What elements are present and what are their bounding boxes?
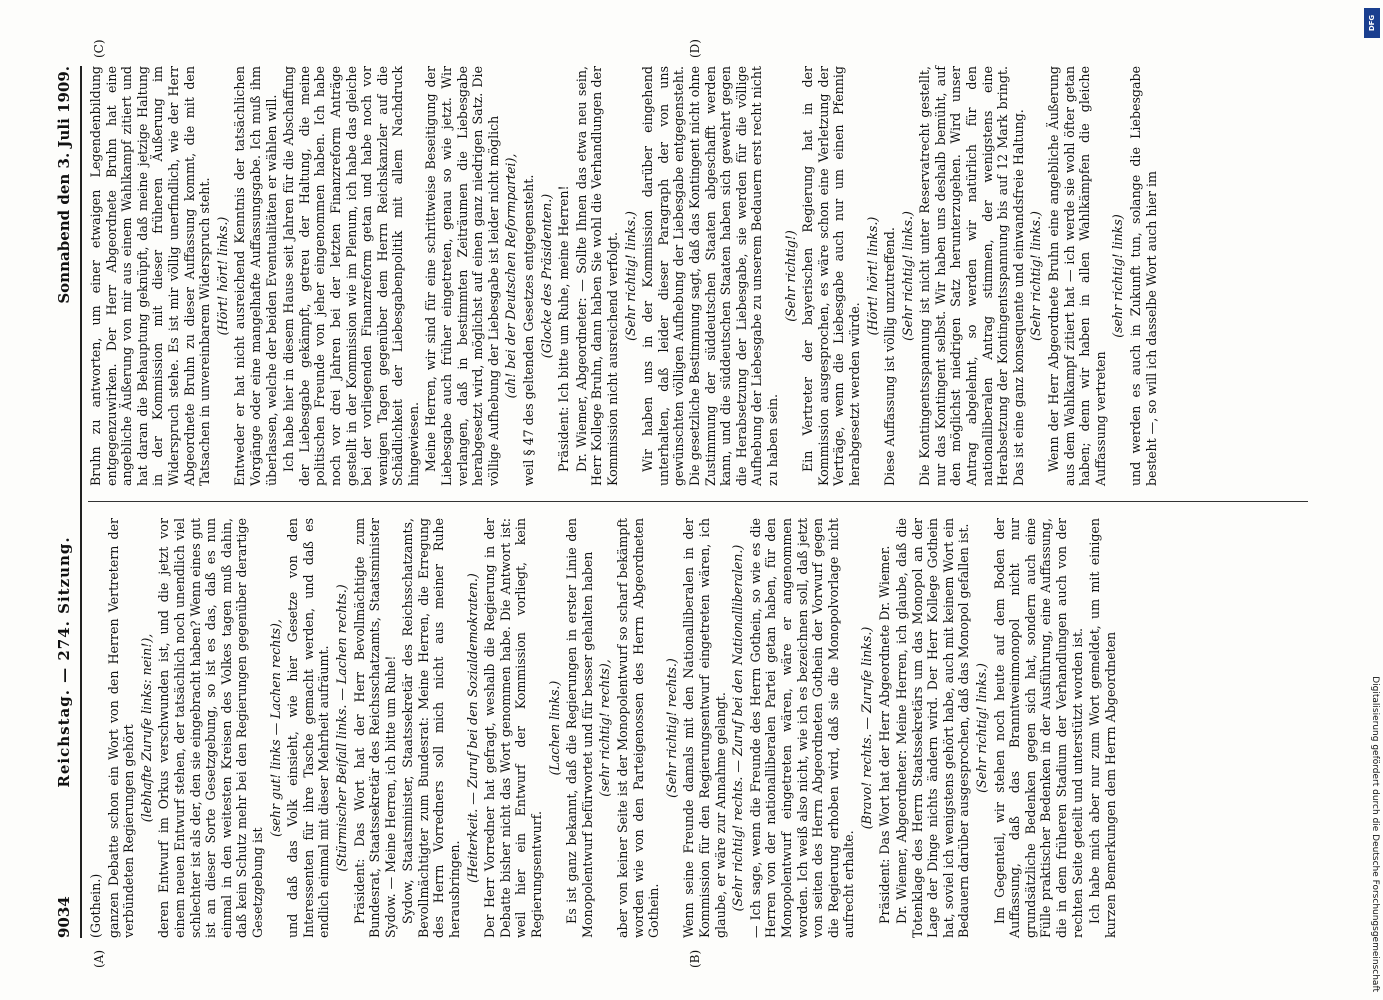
right-column-paragraph: Präsident: Ich bitte um Ruhe, meine Herren! [556, 185, 572, 472]
left-column-paragraph: Wenn seine Freunde damals mit den Nationalliberalen in der Kommission für den Regierungsentwurf eingetreten wären, ich glaube, er wäre zur Annahme gelangt. [681, 518, 728, 938]
right-column-paragraph: (Sehr richtig! links.) [899, 211, 915, 341]
left-column-paragraph: Es ist ganz bekannt, daß die Regierungen in erster Linie den Monopolentwurf befürwortet und für besser gehalten haben [564, 518, 595, 938]
right-column-paragraph: Bruhn zu antworten, um einer etwaigen Legendenbildung entgegenzuwirken. Der Herr Abgeordnete Bruhn hat eine angebliche Äußerung von mir aus einem Wahlkampf zitiert und hat daran die Behauptung geknüpft, daß meine jetzige Haltung in der Kommission mit dieser früheren Äußerung im Widerspruch stehe. Es ist mir völlig unerfindlich, wie der Herr Abgeordnete Bruhn zu dieser Auffassung kommt, die mit den Tatsachen in unvereinbarem Widerspruch steht. [88, 66, 213, 486]
right-column-paragraph: Ich habe hier in diesem Hause seit Jahren für die Abschaffung der Liebesgabe gekämpft, getreu der Haltung, die meine politischen Freunde von jeher eingenommen haben. Ich habe noch vor drei Jahren bei der letzten Finanzreform Anträge gestellt in der Kommission wie im Plenum, ich habe das gleiche bei der vorliegenden Finanzreform getan und habe noch vor wenigen Tagen gegenüber dem Herrn Reichskanzler auf die Schädlichkeit der Liebesgabenpolitik mit allem Nachdruck hingewiesen. [281, 66, 421, 486]
right-column-paragraph: Ein Vertreter der bayerischen Regierung hat in der Kommission ausgesprochen, es wäre schon eine Verletzung der Verträge, wenn die Liebesgabe auch nur um einen Pfennig herabgesetzt werden würde. [800, 66, 862, 486]
right-column-paragraph: (Sehr richtig! links.) [1028, 211, 1044, 341]
left-column-paragraph: Dr. Wiemer, Abgeordneter: Meine Herren, ich glaube, daß die Totenklage des Herrn Staatssekretärs um das Monopol an der Lage der Dinge nichts ändern wird. Der Herr Kollege Gothein hat, soviel ich wenigstens gehört habe, auch mit keinem Wort ein Bedauern darüber ausgesprochen, daß das Monopol gefallen ist. [894, 518, 972, 938]
left-column-paragraph: Der Herr Vorredner hat gefragt, weshalb die Regierung in der Debatte bisher nicht das Wort genommen habe. Die Antwort ist: weil hier ein Entwurf der Kommission vorliegt, kein Regierungsentwurf. [482, 518, 545, 938]
left-column-paragraph: (Heiterkeit. — Zuruf bei den Sozialdemokraten.) [464, 573, 480, 883]
margin-marker-b: (B) [688, 949, 702, 968]
left-text-column [88, 518, 1308, 938]
column-divider [88, 501, 1308, 502]
right-column-paragraph: Dr. Wiemer, Abgeordneter: — Sollte Ihnen das etwa neu sein, Herr Kollege Bruhn, dann haben Sie wohl die Verhandlungen der Kommission nicht ausreichend verfolgt. [573, 66, 620, 486]
right-column-paragraph: (Sehr richtig! links.) [622, 211, 638, 341]
right-column-paragraph: Wir haben uns in der Kommission darüber eingehend unterhalten, daß leider dieser Paragraph der von uns gewünschten völligen Aufhebung der Liebesgabe entgegensteht. Die gesetzliche Bestimmung sagt, daß das Kontingent nicht ohne Zustimmung der süddeutschen Staaten abgeschafft werden kann, und die süddeutschen Staaten haben sich gewehrt gegen die Herabsetzung der Liebesgabe, sie werden für die völlige Aufhebung der Liebesgabe zu unserem Bedauern erst recht nicht zu haben sein. [640, 66, 780, 486]
left-column-paragraph: Im Gegenteil, wir stehen noch heute auf dem Boden der Auffassung, daß das Branntweinmonopol nicht nur grundsätzliche Bedenken gegen sich hat, sondern auch eine Fülle praktischer Bedenken in der Ausführung, eine Auffassung, die in dem früheren Stadium der Verhandlungen auch von der rechten Seite geteilt und unterstützt worden ist. [991, 518, 1085, 938]
left-column-paragraph: (Bravo! rechts. — Zurufe links.) [858, 626, 874, 830]
left-column-paragraph: Sydow, Staatsminister, Staatssekretär des Reichsschatzamts, Bevollmächtigter zum Bundesrat: Meine Herren, die Erregung des Herrn Vorredners soll mich nicht aus meiner Ruhe herausbringen. [400, 518, 463, 938]
right-text-column [88, 66, 1308, 486]
left-column-paragraph: (Sehr richtig! rechts.) [663, 658, 679, 798]
page-body [48, 39, 1318, 968]
right-column-paragraph: Meine Herren, wir sind für eine schrittweise Beseitigung der Liebesgabe auch früher eingetreten, genau so wie jetzt. Wir verlangen, daß in bestimmten Zeiträumen die Liebesgabe herabgesetzt wird, möglichst auf einen ganz niedrigen Satz. Die völlige Aufhebung der Liebesgabe ist leider nicht möglich [423, 66, 501, 486]
margin-marker-a: (A) [92, 949, 106, 968]
left-column-paragraph: (Sehr richtig! rechts. — Zuruf bei den Nationalliberalen.) [730, 544, 746, 912]
margin-marker-c: (C) [92, 39, 106, 58]
right-column-paragraph: (Hört! hört! links.) [864, 216, 880, 336]
left-column-paragraph: deren Entwurf im Orkus verschwunden ist, und die jetzt vor einem neuen Entwurf stehen, der tatsächlich noch unendlich viel schlechter ist als der, den sie eingebracht haben? Wenn eines gut ist an dieser Sorte Gesetzgebung, so ist es das, daß es nun einmal in den weitesten Kreisen des Volkes tagen muß dahin, daß kein Schutz mehr bei den Regierungen gegenüber derartige Gesetzgebung ist [156, 518, 265, 938]
left-column-paragraph: (Stürmischer Beifall links. — Lachen rechts.) [333, 584, 349, 872]
left-column-paragraph: (Gothein.) [88, 873, 103, 938]
margin-marker-d: (D) [688, 39, 702, 58]
left-column-paragraph: (sehr richtig! rechts), [597, 659, 613, 797]
right-column-paragraph: (Hört! hört! links.) [214, 216, 230, 336]
right-column-paragraph: Die Kontingentsspannung ist nicht unter Reservatrecht gestellt, nur das Kontingent selbst. Wir haben uns deshalb bemüht, auf den möglichst niedrigen Satz herunterzugehen. Wird unser Antrag abgelehnt, so werden wir natürlich für den nationalliberalen Antrag stimmen, der wenigstens eine Herabsetzung der Kontingentsspannung bis auf 12 Mark bringt. Das ist eine ganz konsequente und einwandsfreie Haltung. [917, 66, 1026, 486]
session-date: Sonnabend den 3. Juli 1909. [55, 66, 73, 304]
page-header [48, 66, 82, 938]
left-column-paragraph: Präsident: Das Wort hat der Herr Bevollmächtigte zum Bundesrat, Staatssekretär des Reichsschatzamts, Staatsminister Sydow. — Meine Herren, ich bitte um Ruhe! [351, 518, 398, 938]
left-column-paragraph: ganzen Debatte schon ein Wort von den Herren Vertretern der verbündeten Regierungen gehört [105, 518, 137, 938]
dfg-logo: DFG [1364, 8, 1380, 38]
credit-text: Digitalisierung gefördert durch die Deutsche Forschungsgemeinschaft [1370, 676, 1380, 992]
right-column-paragraph: (ah! bei der Deutschen Reformpartei), [503, 153, 519, 399]
left-column-paragraph: (Sehr richtig! links.) [974, 663, 990, 793]
left-column-paragraph: — Ich sage, wenn die Freunde des Herrn Gothein, so wie es die Herren von der nationalliberalen Partei getan haben, für den Monopolentwurf eingetreten wären, wäre er angenommen worden. Ich weiß also nicht, wie ich es bezeichnen soll, daß jetzt von seiten des Herrn Abgeordneten Gothein der Vorwurf gegen die Regierung erhoben wird, daß sie die Monopolvorlage nicht aufrecht erhalte. [747, 518, 857, 938]
left-column-paragraph: und daß das Volk einsieht, wie hier Gesetze von den Interessenten für ihre Tasche gemacht werden, und daß es endlich einmal mit dieser Mehrheit aufräumt. [285, 518, 332, 938]
session-title: Reichstag. — 274. Sitzung. [55, 536, 73, 788]
right-column-paragraph: (Glocke des Präsidenten.) [538, 193, 554, 359]
left-column-paragraph: aber von keiner Seite ist der Monopolentwurf so scharf bekämpft worden wie von den Parteigenossen des Herrn Abgeordneten Gothein. [615, 518, 662, 938]
left-column-paragraph: (lebhafte Zurufe links: nein!), [138, 633, 154, 823]
right-column-paragraph: und werden es auch in Zukunft tun, solange die Liebesgabe besteht —, so will ich dasselbe Wort auch hier im [1128, 66, 1159, 486]
right-column-paragraph: (sehr richtig! links) [1110, 214, 1126, 338]
page-number: 9034 [55, 896, 73, 938]
right-column-paragraph: Diese Auffassung ist völlig unzutreffend. [882, 227, 898, 486]
digitization-credit [1368, 12, 1382, 992]
right-column-paragraph: (Sehr richtig!) [782, 230, 798, 322]
right-column-paragraph: Wenn der Herr Abgeordnete Bruhn eine angebliche Äußerung aus dem Wahlkampf zitiert hat — ich werde sie wohl öfter getan haben; denn wir haben in allen Wahlkämpfen die gleiche Auffassung vertreten [1046, 66, 1108, 486]
left-column-paragraph: (Lachen links.) [546, 680, 562, 776]
right-column-paragraph: weil § 47 des geltenden Gesetzes entgegensteht. [521, 174, 537, 486]
left-column-paragraph: Ich habe mich aber nur zum Wort gemeldet, um mit einigen kurzen Bemerkungen dem Herrn Abgeordneten [1087, 518, 1118, 938]
right-column-paragraph: Entweder er hat nicht ausreichend Kenntnis der tatsächlichen Vorgänge oder eine mangelhafte Auffassungsgabe. Ich muß ihm überlassen, welche der beiden Eventualitäten er wählen will. [232, 66, 279, 486]
left-column-paragraph: Präsident: Das Wort hat der Herr Abgeordnete Dr. Wiemer. [876, 545, 892, 924]
left-column-paragraph: (sehr gut! links — Lachen rechts), [267, 619, 283, 837]
